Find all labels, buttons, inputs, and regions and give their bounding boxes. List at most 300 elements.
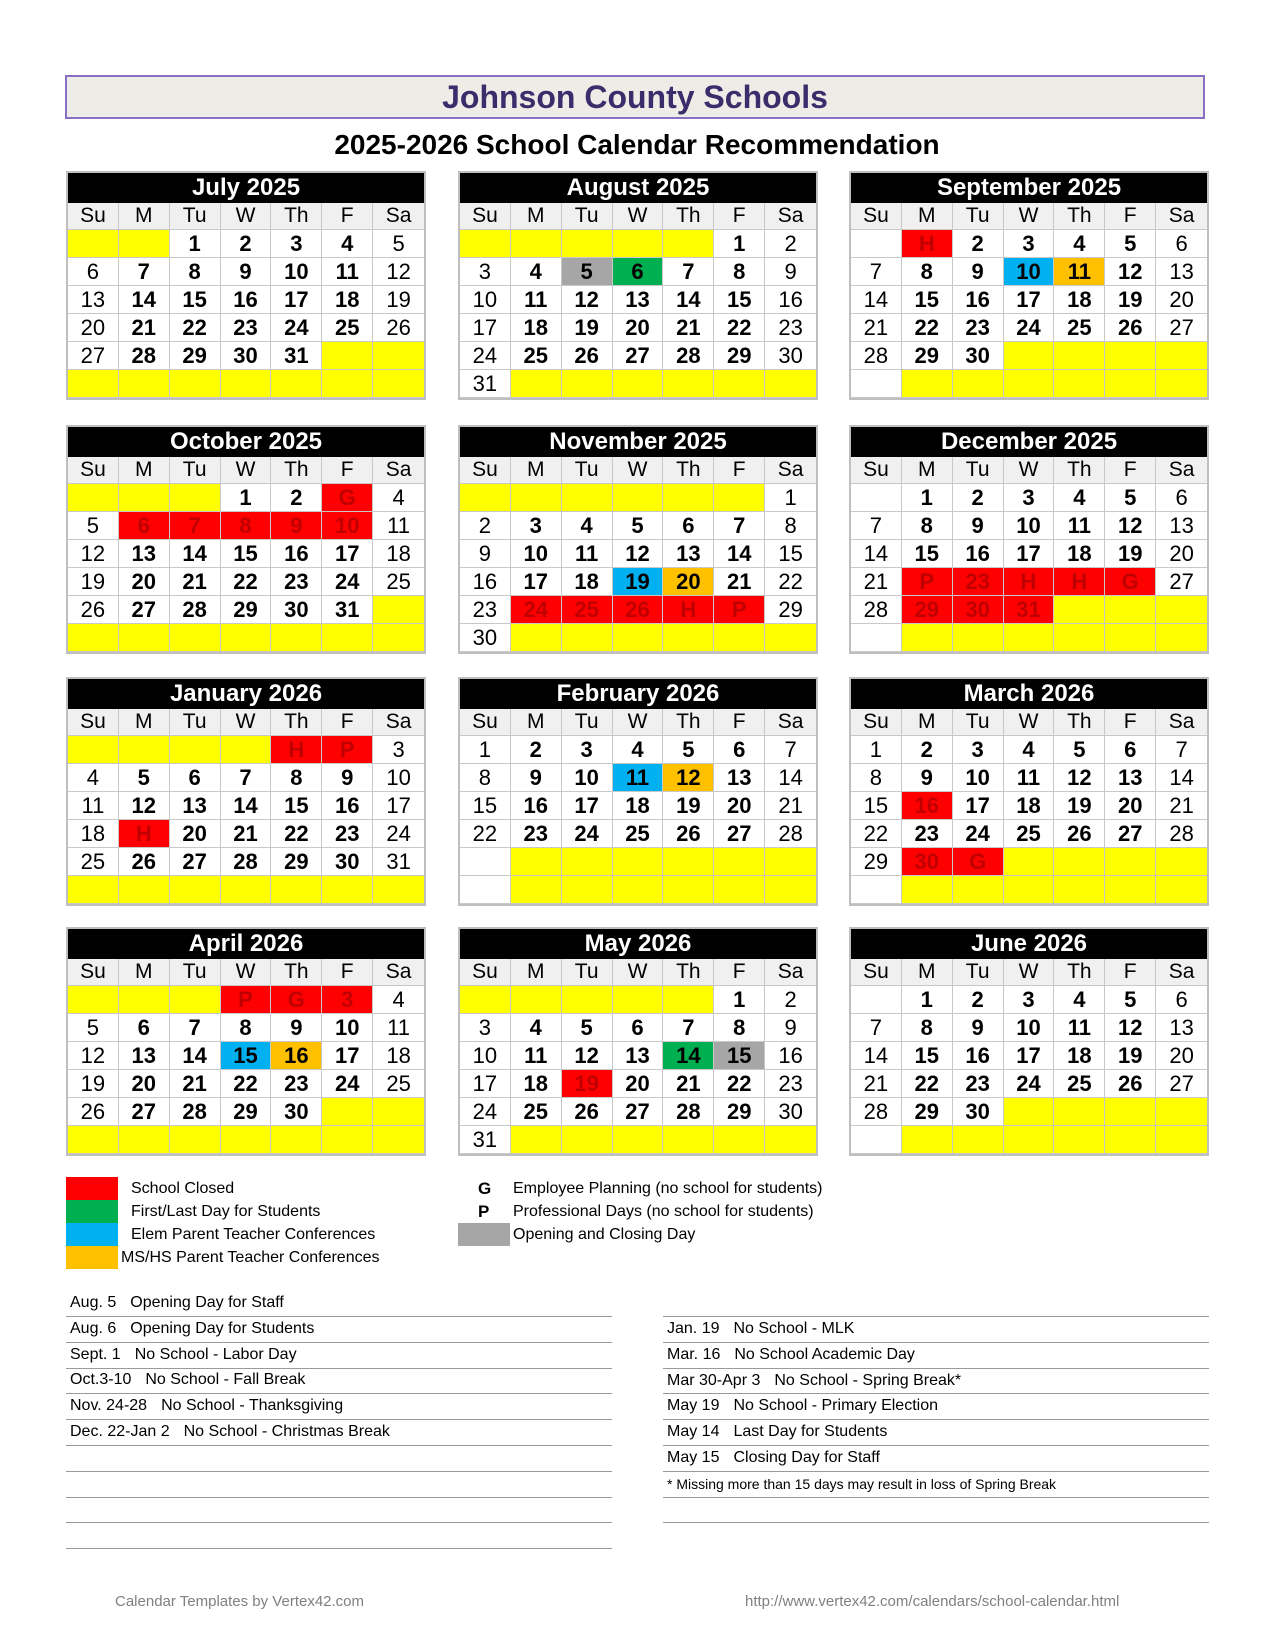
- empty-cell: [1156, 342, 1207, 370]
- day-cell: 9: [511, 764, 562, 792]
- day-cell: 5: [1105, 484, 1156, 512]
- empty-cell: [765, 876, 816, 904]
- day-cell: 11: [511, 286, 562, 314]
- legend-label-employee-planning: Employee Planning (no school for students): [513, 1180, 823, 1197]
- day-cell: 1: [714, 230, 765, 258]
- day-cell: 3: [271, 230, 322, 258]
- note-rule: [66, 1522, 612, 1523]
- day-cell: 26: [613, 596, 664, 624]
- note-left-item: [70, 1345, 297, 1365]
- day-cell: 16: [765, 286, 816, 314]
- day-cell: 25: [1004, 820, 1055, 848]
- day-cell: 24: [271, 314, 322, 342]
- empty-cell: [170, 1126, 221, 1154]
- day-cell: 17: [460, 1070, 511, 1098]
- empty-cell: [663, 986, 714, 1014]
- weekday-header: W: [613, 959, 664, 986]
- weekday-header: W: [1004, 709, 1055, 736]
- day-cell: 18: [613, 792, 664, 820]
- day-cell: 4: [562, 512, 613, 540]
- empty-cell: [170, 624, 221, 652]
- empty-cell: [851, 876, 902, 904]
- empty-cell: [1105, 370, 1156, 398]
- day-cell: 31: [373, 848, 424, 876]
- empty-cell: [373, 1098, 424, 1126]
- empty-cell: [562, 624, 613, 652]
- day-cell: G: [1105, 568, 1156, 596]
- day-cell: 31: [460, 370, 511, 398]
- empty-cell: [511, 876, 562, 904]
- day-cell: 3: [562, 736, 613, 764]
- note-rule: [663, 1471, 1209, 1472]
- day-cell: 30: [221, 342, 272, 370]
- day-cell: 19: [1105, 1042, 1156, 1070]
- empty-cell: [1105, 1126, 1156, 1154]
- month-title: June 2026: [851, 929, 1207, 959]
- day-cell: 26: [1105, 1070, 1156, 1098]
- empty-cell: [170, 986, 221, 1014]
- weekday-header: Su: [851, 457, 902, 484]
- day-cell: 13: [1156, 512, 1207, 540]
- empty-cell: [663, 370, 714, 398]
- note-text: No School - Labor Day: [134, 1345, 297, 1363]
- day-cell: 2: [765, 230, 816, 258]
- day-cell: 13: [613, 1042, 664, 1070]
- legend-label-professional-days: Professional Days (no school for students): [513, 1203, 814, 1220]
- weekday-header: Sa: [373, 457, 424, 484]
- day-cell: 26: [562, 1098, 613, 1126]
- day-cell: 9: [953, 1014, 1004, 1042]
- day-cell: 19: [613, 568, 664, 596]
- note-rule: [66, 1548, 612, 1549]
- day-cell: 13: [119, 540, 170, 568]
- empty-cell: [221, 1126, 272, 1154]
- day-cell: 5: [373, 230, 424, 258]
- day-cell: P: [322, 736, 373, 764]
- day-cell: 1: [765, 484, 816, 512]
- day-cell: 5: [1054, 736, 1105, 764]
- weekday-header: Tu: [562, 959, 613, 986]
- day-cell: 13: [613, 286, 664, 314]
- day-cell: 5: [613, 512, 664, 540]
- day-cell: 3: [322, 986, 373, 1014]
- day-cell: 4: [613, 736, 664, 764]
- note-right-item: [667, 1371, 961, 1391]
- day-cell: 21: [170, 1070, 221, 1098]
- empty-cell: [1004, 1098, 1055, 1126]
- day-cell: 10: [511, 540, 562, 568]
- empty-cell: [851, 484, 902, 512]
- day-cell: H: [663, 596, 714, 624]
- empty-cell: [902, 1126, 953, 1154]
- day-cell: 11: [68, 792, 119, 820]
- day-cell: 25: [562, 596, 613, 624]
- day-cell: 7: [170, 512, 221, 540]
- day-cell: 10: [1004, 258, 1055, 286]
- day-cell: 27: [1105, 820, 1156, 848]
- day-cell: 13: [170, 792, 221, 820]
- note-rule: [663, 1342, 1209, 1343]
- day-cell: 11: [373, 1014, 424, 1042]
- day-cell: 22: [714, 1070, 765, 1098]
- empty-cell: [68, 624, 119, 652]
- empty-cell: [613, 986, 664, 1014]
- weekday-header: Tu: [170, 709, 221, 736]
- day-cell: 11: [511, 1042, 562, 1070]
- day-cell: 29: [221, 596, 272, 624]
- empty-cell: [562, 986, 613, 1014]
- weekday-header: M: [119, 457, 170, 484]
- day-cell: 1: [221, 484, 272, 512]
- empty-cell: [663, 1126, 714, 1154]
- empty-cell: [511, 624, 562, 652]
- empty-cell: [765, 1126, 816, 1154]
- day-cell: 1: [902, 986, 953, 1014]
- weekday-header: Th: [271, 203, 322, 230]
- weekday-header: Su: [68, 959, 119, 986]
- empty-cell: [271, 876, 322, 904]
- day-cell: 27: [1156, 568, 1207, 596]
- day-cell: 15: [170, 286, 221, 314]
- empty-cell: [953, 624, 1004, 652]
- weekday-header: Tu: [953, 457, 1004, 484]
- day-cell: 12: [613, 540, 664, 568]
- day-cell: 1: [714, 986, 765, 1014]
- empty-cell: [1156, 848, 1207, 876]
- day-cell: H: [271, 736, 322, 764]
- weekday-header: Sa: [765, 457, 816, 484]
- empty-cell: [953, 876, 1004, 904]
- empty-cell: [851, 230, 902, 258]
- weekday-header: Sa: [1156, 959, 1207, 986]
- day-cell: 28: [851, 596, 902, 624]
- day-cell: 15: [460, 792, 511, 820]
- day-cell: 28: [170, 596, 221, 624]
- day-cell: 30: [765, 342, 816, 370]
- empty-cell: [1004, 624, 1055, 652]
- legend-swatch-green: [66, 1200, 118, 1223]
- day-cell: 23: [322, 820, 373, 848]
- note-text: No School - MLK: [733, 1320, 855, 1337]
- day-cell: 4: [68, 764, 119, 792]
- month-title: February 2026: [460, 679, 816, 709]
- day-cell: 29: [271, 848, 322, 876]
- weekday-header: W: [613, 457, 664, 484]
- day-cell: 27: [170, 848, 221, 876]
- day-cell: 16: [953, 1042, 1004, 1070]
- day-cell: 20: [613, 1070, 664, 1098]
- month-january-2026: [66, 677, 426, 906]
- day-cell: 26: [1105, 314, 1156, 342]
- empty-cell: [714, 1126, 765, 1154]
- day-cell: 13: [68, 286, 119, 314]
- empty-cell: [322, 1098, 373, 1126]
- weekday-header: Sa: [765, 203, 816, 230]
- weekday-header: M: [511, 457, 562, 484]
- weekday-header: W: [1004, 457, 1055, 484]
- day-cell: 10: [322, 512, 373, 540]
- note-rule: [663, 1419, 1209, 1420]
- day-cell: 7: [851, 258, 902, 286]
- empty-cell: [663, 876, 714, 904]
- day-cell: 30: [953, 596, 1004, 624]
- footer-right: http://www.vertex42.com/calendars/school-calendar.html: [745, 1593, 1120, 1610]
- calendar-subtitle: 2025-2026 School Calendar Recommendation: [334, 129, 940, 160]
- empty-cell: [714, 484, 765, 512]
- day-cell: 9: [953, 258, 1004, 286]
- note-rule: [663, 1393, 1209, 1394]
- month-title: May 2026: [460, 929, 816, 959]
- weekday-header: Tu: [170, 959, 221, 986]
- day-cell: 29: [851, 848, 902, 876]
- day-cell: 15: [221, 540, 272, 568]
- weekday-header: Sa: [765, 959, 816, 986]
- day-cell: 26: [562, 342, 613, 370]
- note-rule: [66, 1419, 612, 1420]
- day-cell: 5: [562, 258, 613, 286]
- day-cell: 28: [663, 342, 714, 370]
- day-cell: 13: [1156, 258, 1207, 286]
- weekday-header: M: [119, 709, 170, 736]
- empty-cell: [68, 1126, 119, 1154]
- empty-cell: [511, 370, 562, 398]
- weekday-header: W: [1004, 203, 1055, 230]
- weekday-header: Tu: [562, 709, 613, 736]
- day-cell: 10: [953, 764, 1004, 792]
- day-cell: 2: [953, 986, 1004, 1014]
- empty-cell: [1054, 342, 1105, 370]
- day-cell: 30: [271, 596, 322, 624]
- day-cell: 6: [613, 1014, 664, 1042]
- empty-cell: [221, 876, 272, 904]
- legend-swatch-orange: [66, 1246, 118, 1269]
- day-cell: 15: [714, 1042, 765, 1070]
- day-cell: 18: [322, 286, 373, 314]
- day-cell: 7: [1156, 736, 1207, 764]
- day-cell: 22: [714, 314, 765, 342]
- day-cell: 8: [902, 258, 953, 286]
- day-cell: 21: [851, 568, 902, 596]
- day-cell: 11: [1054, 512, 1105, 540]
- empty-cell: [1054, 370, 1105, 398]
- empty-cell: [1054, 1098, 1105, 1126]
- empty-cell: [663, 624, 714, 652]
- weekday-header: F: [714, 709, 765, 736]
- day-cell: 15: [221, 1042, 272, 1070]
- month-title: March 2026: [851, 679, 1207, 709]
- day-cell: 9: [460, 540, 511, 568]
- day-cell: 6: [68, 258, 119, 286]
- day-cell: 8: [765, 512, 816, 540]
- day-cell: 24: [460, 342, 511, 370]
- empty-cell: [714, 370, 765, 398]
- day-cell: 1: [902, 484, 953, 512]
- empty-cell: [373, 624, 424, 652]
- empty-cell: [1054, 596, 1105, 624]
- day-cell: 6: [119, 512, 170, 540]
- weekday-header: Su: [460, 457, 511, 484]
- weekday-header: Th: [271, 709, 322, 736]
- empty-cell: [613, 876, 664, 904]
- day-cell: G: [322, 484, 373, 512]
- weekday-header: Tu: [953, 203, 1004, 230]
- day-cell: 22: [902, 1070, 953, 1098]
- day-cell: 19: [562, 314, 613, 342]
- day-cell: 23: [271, 1070, 322, 1098]
- month-september-2025: [849, 171, 1209, 400]
- day-cell: 19: [1105, 286, 1156, 314]
- legend-letter-g: G: [478, 1179, 492, 1198]
- footer-left: Calendar Templates by Vertex42.com: [115, 1593, 365, 1610]
- weekday-header: W: [221, 959, 272, 986]
- note-left-item: [70, 1422, 390, 1442]
- day-cell: 20: [1156, 1042, 1207, 1070]
- day-cell: 28: [765, 820, 816, 848]
- day-cell: 23: [765, 314, 816, 342]
- day-cell: 31: [460, 1126, 511, 1154]
- day-cell: 27: [714, 820, 765, 848]
- day-cell: 15: [902, 286, 953, 314]
- day-cell: 23: [953, 314, 1004, 342]
- note-date: Dec. 22-Jan 2: [70, 1423, 170, 1440]
- month-title: November 2025: [460, 427, 816, 457]
- day-cell: 17: [322, 1042, 373, 1070]
- empty-cell: [851, 370, 902, 398]
- empty-cell: [322, 370, 373, 398]
- day-cell: 17: [953, 792, 1004, 820]
- day-cell: 20: [1156, 540, 1207, 568]
- empty-cell: [613, 624, 664, 652]
- day-cell: 21: [765, 792, 816, 820]
- legend-swatch-blue: [66, 1223, 118, 1246]
- empty-cell: [119, 624, 170, 652]
- day-cell: 13: [714, 764, 765, 792]
- day-cell: 11: [613, 764, 664, 792]
- day-cell: 2: [902, 736, 953, 764]
- day-cell: 7: [663, 1014, 714, 1042]
- day-cell: 11: [373, 512, 424, 540]
- weekday-header: Th: [1054, 457, 1105, 484]
- weekday-header: W: [221, 709, 272, 736]
- note-text: Opening Day for Students: [130, 1319, 315, 1337]
- weekday-header: W: [613, 203, 664, 230]
- day-cell: 6: [170, 764, 221, 792]
- day-cell: 16: [460, 568, 511, 596]
- day-cell: 15: [271, 792, 322, 820]
- day-cell: 14: [714, 540, 765, 568]
- day-cell: 28: [851, 342, 902, 370]
- day-cell: 17: [562, 792, 613, 820]
- day-cell: 22: [765, 568, 816, 596]
- empty-cell: [953, 1126, 1004, 1154]
- weekday-header: F: [322, 959, 373, 986]
- day-cell: H: [1054, 568, 1105, 596]
- day-cell: 5: [68, 512, 119, 540]
- weekday-header: Su: [460, 709, 511, 736]
- day-cell: 6: [613, 258, 664, 286]
- empty-cell: [1156, 1126, 1207, 1154]
- day-cell: 4: [373, 986, 424, 1014]
- day-cell: 21: [663, 314, 714, 342]
- day-cell: 19: [373, 286, 424, 314]
- weekday-header: Th: [663, 203, 714, 230]
- month-february-2026: [458, 677, 818, 906]
- day-cell: 12: [562, 1042, 613, 1070]
- note-date: May 14: [667, 1423, 720, 1441]
- day-cell: 21: [851, 1070, 902, 1098]
- day-cell: 24: [511, 596, 562, 624]
- weekday-header: M: [119, 959, 170, 986]
- day-cell: G: [953, 848, 1004, 876]
- empty-cell: [170, 736, 221, 764]
- day-cell: 16: [765, 1042, 816, 1070]
- day-cell: 15: [851, 792, 902, 820]
- day-cell: 28: [221, 848, 272, 876]
- note-rule: [663, 1445, 1209, 1446]
- day-cell: 18: [68, 820, 119, 848]
- day-cell: 23: [953, 568, 1004, 596]
- empty-cell: [170, 876, 221, 904]
- day-cell: 26: [1054, 820, 1105, 848]
- empty-cell: [460, 848, 511, 876]
- empty-cell: [373, 370, 424, 398]
- note-text: No School - Thanksgiving: [161, 1397, 344, 1415]
- empty-cell: [1054, 848, 1105, 876]
- day-cell: 11: [1004, 764, 1055, 792]
- day-cell: 28: [170, 1098, 221, 1126]
- day-cell: 2: [511, 736, 562, 764]
- day-cell: 3: [511, 512, 562, 540]
- day-cell: 5: [562, 1014, 613, 1042]
- day-cell: 11: [562, 540, 613, 568]
- day-cell: 27: [1156, 1070, 1207, 1098]
- weekday-header: Th: [663, 709, 714, 736]
- empty-cell: [68, 484, 119, 512]
- day-cell: 2: [953, 484, 1004, 512]
- day-cell: 4: [1054, 986, 1105, 1014]
- day-cell: 23: [221, 314, 272, 342]
- day-cell: 18: [373, 1042, 424, 1070]
- empty-cell: [322, 624, 373, 652]
- day-cell: 27: [119, 1098, 170, 1126]
- empty-cell: [765, 624, 816, 652]
- weekday-header: Th: [271, 457, 322, 484]
- empty-cell: [460, 986, 511, 1014]
- day-cell: 11: [1054, 1014, 1105, 1042]
- day-cell: G: [271, 986, 322, 1014]
- month-june-2026: [849, 927, 1209, 1156]
- empty-cell: [119, 1126, 170, 1154]
- day-cell: 8: [460, 764, 511, 792]
- day-cell: 17: [322, 540, 373, 568]
- day-cell: 8: [902, 1014, 953, 1042]
- day-cell: 28: [663, 1098, 714, 1126]
- day-cell: 29: [902, 596, 953, 624]
- weekday-header: Tu: [953, 709, 1004, 736]
- day-cell: 18: [1054, 286, 1105, 314]
- weekday-header: Tu: [562, 457, 613, 484]
- day-cell: 8: [851, 764, 902, 792]
- empty-cell: [511, 986, 562, 1014]
- day-cell: 16: [511, 792, 562, 820]
- day-cell: 15: [902, 1042, 953, 1070]
- empty-cell: [322, 342, 373, 370]
- day-cell: 29: [221, 1098, 272, 1126]
- day-cell: 28: [851, 1098, 902, 1126]
- empty-cell: [1105, 624, 1156, 652]
- day-cell: 31: [271, 342, 322, 370]
- day-cell: 12: [1105, 512, 1156, 540]
